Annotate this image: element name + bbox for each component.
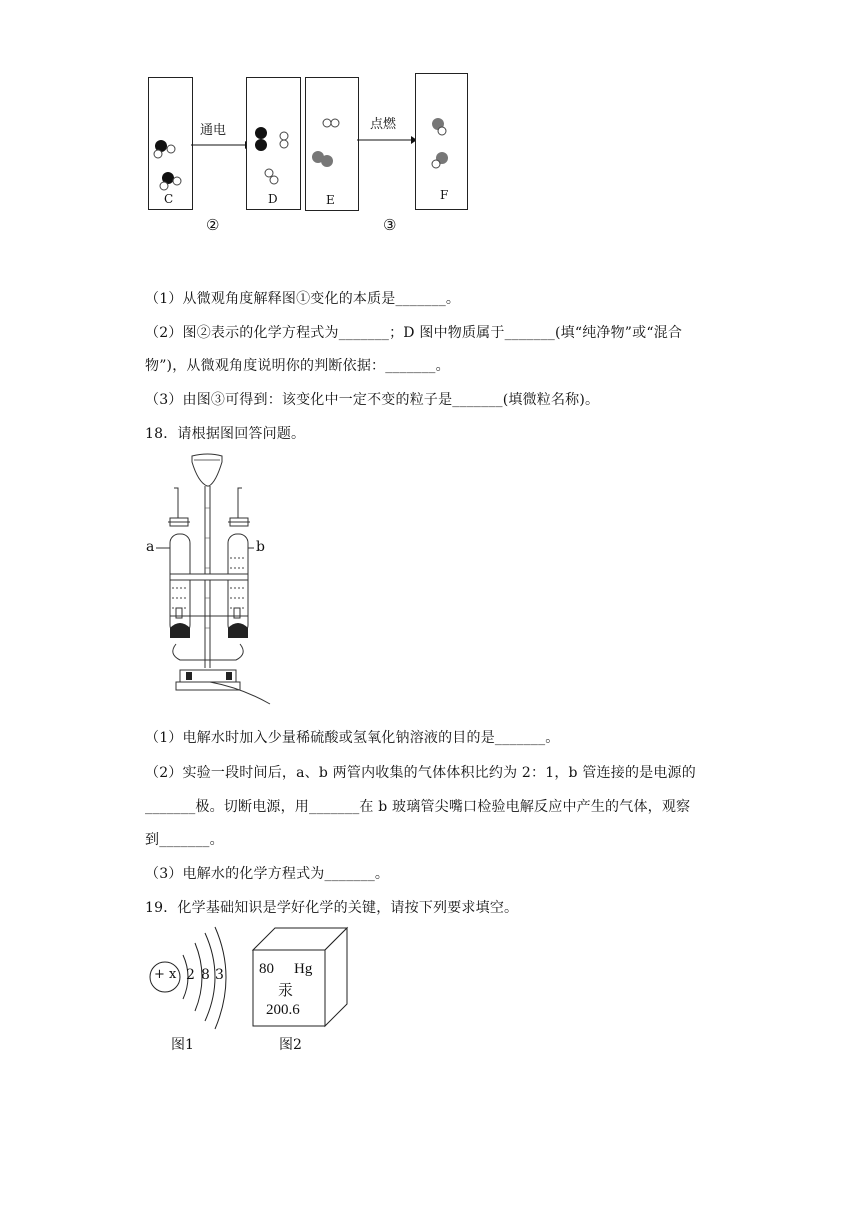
atom-shell-1: 2 — [186, 967, 195, 983]
q17-part2-line1: （2）图②表示的化学方程式为_______；D 图中物质属于_______(填“纯净物”或“混合 — [145, 325, 683, 341]
panel-d-label: D — [268, 192, 278, 206]
q18-part2-line2: _______极。切断电源，用_______在 b 玻璃管尖嘴口检验电解反应中产生的气体，观察 — [145, 799, 691, 815]
panel-f-label: F — [440, 188, 449, 202]
figure1-caption: 图1 — [171, 1037, 194, 1053]
q17-part3: （3）由图③可得到：该变化中一定不变的粒子是_______(填微粒名称)。 — [145, 392, 600, 408]
tube-b-label: b — [256, 539, 265, 555]
panel-c-molecules — [148, 77, 191, 208]
q18-title: 18．请根据图回答问题。 — [145, 426, 306, 442]
element-symbol: Hg — [294, 961, 313, 977]
q17-part1: （1）从微观角度解释图①变化的本质是_______。 — [145, 291, 461, 307]
atom-nucleus-charge: + x — [154, 967, 177, 982]
panel-c-label: C — [164, 192, 174, 206]
q19-title: 19．化学基础知识是学好化学的关键，请按下列要求填空。 — [145, 900, 519, 916]
step-number-3: ③ — [383, 216, 397, 234]
step-number-2: ② — [206, 216, 220, 234]
panel-e-label: E — [326, 193, 335, 207]
atom-shell-3: 3 — [215, 967, 224, 983]
element-name: 汞 — [278, 983, 294, 999]
panel-e-molecules — [305, 77, 357, 209]
panel-d-molecules — [246, 77, 299, 208]
element-atomic-number: 80 — [259, 961, 274, 977]
q18-part3: （3）电解水的化学方程式为_______。 — [145, 866, 390, 882]
electrolysis-apparatus — [150, 448, 290, 708]
element-atomic-mass: 200.6 — [266, 1002, 300, 1018]
figure2-caption: 图2 — [279, 1037, 302, 1053]
element-cube — [253, 928, 353, 1038]
arrow-combustion — [357, 134, 417, 146]
q18-part2-line1: （2）实验一段时间后，a、b 两管内收集的气体体积比约为 2：1，b 管连接的是电源的 — [145, 765, 696, 781]
tube-a-label: a — [146, 539, 155, 555]
arrow-electrolysis — [191, 139, 251, 151]
q18-part2-line3: 到_______。 — [145, 832, 224, 848]
arrow-label-ignite: 点燃 — [370, 117, 397, 132]
q18-part1: （1）电解水时加入少量稀硫酸或氢氧化钠溶液的目的是_______。 — [145, 730, 560, 746]
q17-part2-line2: 物”)，从微观角度说明你的判断依据：_______。 — [145, 358, 450, 374]
atom-shell-2: 8 — [201, 967, 210, 983]
arrow-label-electricity: 通电 — [200, 123, 227, 138]
